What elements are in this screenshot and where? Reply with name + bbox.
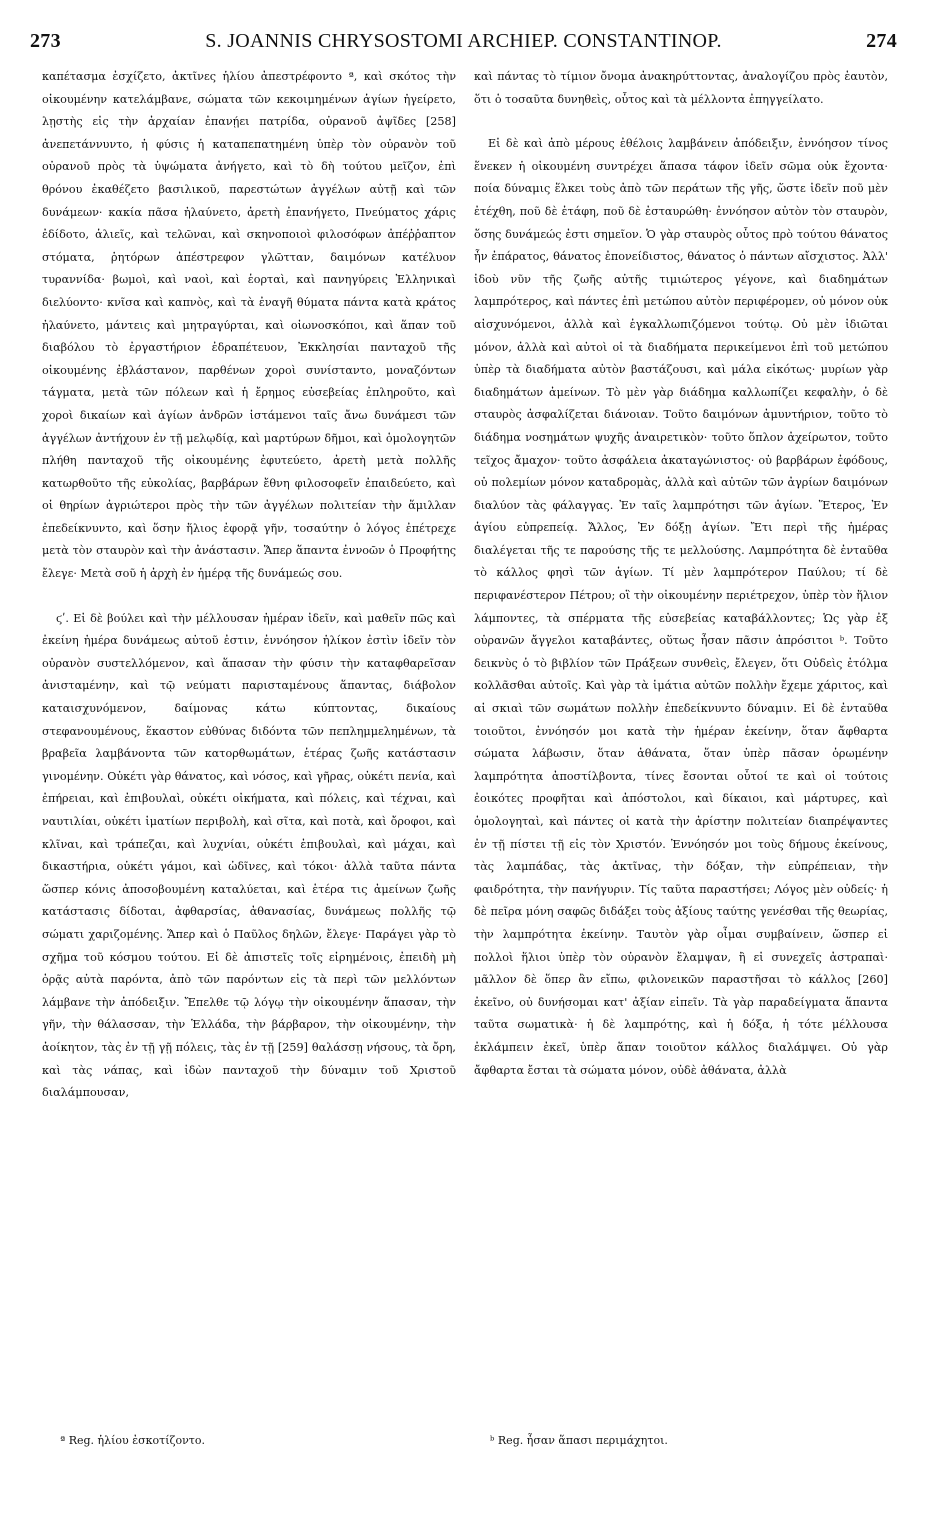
page-number-right: 274 [866, 30, 897, 52]
footnote-b: ᵇ Reg. ἦσαν ἅπασι περιμάχητοι. [490, 1434, 668, 1447]
footnote-a: ª Reg. ἡλίου ἐσκοτίζοντο. [60, 1434, 206, 1447]
left-column [42, 66, 456, 1105]
page-number-left: 273 [30, 30, 61, 52]
right-column [474, 66, 888, 1082]
paragraph: καὶ πάντας τὸ τίμιον ὄνομα ἀνακηρύττοντας, ἀναλογίζου πρὸς ἑαυτὸν, ὅτι ὁ τοσαῦτα δυνηθεὶς, οὗτος καὶ τὰ μέλλοντα ἐπηγγείλατο. [474, 70, 888, 106]
paragraph: Εἰ δὲ καὶ ἀπὸ μέρους ἐθέλοις λαμβάνειν ἀπόδειξιν, ἐννόησον τίνος ἕνεκεν ἡ οἰκουμένη συντρέχει ἅπασα τάφον ἰδεῖν σῶμα οὐκ ἔχοντα· ποία δύναμις ἕλκει τοὺς ἀπὸ τῶν περάτων τῆς γῆς, ὥστε ἰδεῖν ποῦ μὲν ἐτέχθη, ποῦ δὲ ἐτάφη, ποῦ δὲ ἐσταυρώθη· ἐννόησον αὐτὸν τὸν σταυρὸν, ὅσης δυνάμεώς ἐστι σημεῖον. Ὁ γὰρ σταυρὸς οὗτος πρὸ τούτου θάνατος ἦν ἐπάρατος, θάνατος ἐπονείδιστος, θάνατος ὁ πάντων αἴσχιστος. Ἀλλ' ἰδοὺ νῦν τῆς ζωῆς αὐτῆς τιμιώτερος γέγονε, καὶ διαδημάτων λαμπρότερος, καὶ πάντες ἐπὶ μετώπου αὐτὸν περιφέρομεν, οὐ μόνον οὐκ αἰσχυνόμενοι, ἀλλὰ καὶ ἐγκαλλωπιζόμενοι τούτῳ. Οὐ μὲν ἰδιῶται μόνον, ἀλλὰ καὶ αὐτοὶ οἱ τὰ διαδήματα περικείμενοι ἐπὶ τοῦ μετώπου ὑπὲρ τὰ διαδήματα αὐτὸν βαστάζουσι, καὶ μάλα εἰκότως· μυρίων γὰρ διαδημάτων ἀμείνων. Τὸ μὲν γὰρ διάδημα καλλωπίζει κεφαλὴν, ὁ δὲ σταυρὸς ἀσφαλίζεται διάνοιαν. Τοῦτο δαιμόνων ἀμυντήριον, τοῦτο τὸ διάδημα νοσημάτων ψυχῆς ἀναιρετικὸν· τοῦτο ὅπλον ἀχείρωτον, τοῦτο τεῖχος ἄμαχον· τοῦτο ἀσφάλεια ἀκαταγώνιστος· οὐ βαρβάρων ἐφόδους, οὐ πολεμίων μόνον καταδρομὰς, ἀλλὰ καὶ αὐτῶν τῶν ἀγρίων δαιμόνων διαλύον τὰς φάλαγγας. Ἐν ταῖς λαμπρότησι τῶν ἁγίων. Ἕτερος, Ἐν ἁγίου εὐπρεπείᾳ. Ἄλλος, Ἐν δόξῃ ἁγίων. Ἔτι περὶ τῆς ἡμέρας διαλέγεται τῆς τε παρούσης τῆς τε μελλούσης. Λαμπρότητα δὲ ἐνταῦθα τὸ κάλλος φησὶ τῶν ἁγίων. Τί μὲν λαμπρότερον Παύλου; τί δὲ περιφανέστερον Πέτρου; οἳ τὴν οἰκουμένην περιέτρεχον, ὑπὲρ τὸν ἥλιον λάμποντες, τὰ σπέρματα τῆς εὐσεβείας καταβάλλοντες; Ὡς γὰρ ἐξ οὐρανῶν ἄγγελοι καταβάντες, οὕτως ἦσαν πᾶσιν ἀπρόσιτοι ᵇ. Τοῦτο δεικνὺς ὁ τὸ βιβλίον τῶν Πράξεων συνθεὶς, ἔλεγεν, ὅτι Οὐδεὶς ἐτόλμα κολλᾶσθαι αὐτοῖς. Καὶ γὰρ τὰ ἱμάτια αὐτῶν πολλὴν ἔχεμε χάριτος, καὶ αἱ σκιαὶ τῶν σωμάτων πολλὴν ἐπεδείκνυντο δύναμιν. Εἰ δὲ ἐνταῦθα τοιοῦτοι, ἐννόησόν μοι κατὰ τὴν ἡμέραν ἐκείνην, ὅταν ἄφθαρτα σώματα λάβωσιν, ὅταν ἀθάνατα, ὅταν ὑπὲρ πᾶσαν ὁρωμένην λαμπρότητα ἀποστίλβοντα, τίνες ἔσονται οὗτοί τε καὶ οἱ τούτοις ἐοικότες προφῆται καὶ ἀπόστολοι, καὶ δίκαιοι, καὶ μάρτυρες, καὶ ὁμολογηταὶ, καὶ πάντες οἱ κατὰ τὴν ἀρίστην πολιτείαν διαπρέψαντες ἐν τῇ πίστει τῇ εἰς τὸν Χριστόν. Ἐννόησόν μοι τοὺς δήμους ἐκείνους, τὰς λαμπάδας, τὰς ἀκτῖνας, τὴν δόξαν, τὴν εὐπρέπειαν, τὴν φαιδρότητα, τὴν πανήγυριν. Τίς ταῦτα παραστήσει; Λόγος μὲν οὐδείς· ἡ δὲ πεῖρα μόνη σαφῶς διδάξει τοὺς ἀξίους ταύτης γενέσθαι τῆς θεωρίας, τὴν λαμπρότητα ἐκείνην. Ταυτὸν γὰρ οἶμαι συμβαίνειν, ὥσπερ εἰ πολλοὶ ἥλιοι ὑπὲρ τὸν οὐρανὸν ἔλαμψαν, ἢ εἰ συνεχεῖς ἀστραπαὶ· μᾶλλον δὲ ὅπερ ἂν εἴπω, φιλονεικῶν παραστῆσαι τὸ κάλλος [260] ἐκεῖνο, οὐ δυνήσομαι κατ' ἀξίαν εἰπεῖν. Τὰ γὰρ παραδείγματα ἅπαντα ταῦτα σωματικὰ· ἡ δὲ λαμπρότης, καὶ ἡ δόξα, ἡ τότε μέλλουσα ἐκλάμπειν ἐκεῖ, ὑπὲρ ἅπαν τοιοῦτον κάλλος διαλάμψει. Οὐ γὰρ ἄφθαρτα ἔσται τὰ σώματα μόνον, οὐδὲ ἀθάνατα, ἀλλὰ [474, 137, 888, 1077]
running-title: S. JOANNIS CHRYSOSTOMI ARCHIEP. CONSTANTINOP. [205, 30, 722, 52]
paragraph: καπέτασμα ἐσχίζετο, ἀκτῖνες ἡλίου ἀπεστρέφοντο ª, καὶ σκότος τὴν οἰκουμένην κατελάμβανε, σώματα τῶν κεκοιμημένων ἁγίων ἠγείρετο, λῃστὴς εἰς τὴν ἀρχαίαν ἐπανῄει πατρίδα, οὐρανοῦ ἀψῖδες [258] ἀνεπετάννυντο, ἡ φύσις ἡ καταπεπατημένη ὑπὲρ τὸν οὐρανὸν τοῦ οὐρανοῦ πρὸς τὰ ὑψώματα ἀνήγετο, καὶ τὸ δὴ τούτου μεῖζον, ἐπὶ θρόνου ἐκαθέζετο βασιλικοῦ, παρεστώτων ἀγγέλων αὐτῇ καὶ τῶν δυνάμεων· κακία πᾶσα ἠλαύνετο, ἀρετὴ ἐπανήγετο, Πνεύματος χάρις ἐδίδοτο, ἁλιεῖς, καὶ τελῶναι, καὶ σκηνοποιοὶ φιλοσόφων ἀπέῤῥαπτον στόματα, ῥητόρων ἀπέστρεφον γλῶτταν, δαιμόνων κατέλυον τυραννίδα· βωμοὶ, καὶ ναοὶ, καὶ ἑορταὶ, καὶ πανηγύρεις Ἑλληνικαὶ διελύοντο· κνῖσα καὶ καπνὸς, καὶ τὰ ἐναγῆ θύματα πάντα κατὰ κράτος ἠλαύνετο, μάντεις καὶ μητραγύρται, καὶ οἰωνοσκόποι, καὶ ἅπαν τοῦ διαβόλου τὸ ἐργαστήριον ἐδραπέτευον, Ἐκκλησίαι πανταχοῦ τῆς οἰκουμένης ἐβλάστανον, παρθένων χοροὶ συνίσταντο, μοναζόντων τάγματα, μετὰ τῶν πόλεων καὶ ἡ ἔρημος εὐσεβείας ἐπληροῦτο, καὶ χοροὶ δικαίων καὶ ἁγίων ἀνδρῶν ἱστάμενοι ταῖς ἄνω δυνάμεσι τῶν ἀγγέλων ἀντήχουν ἐν τῇ μελῳδίᾳ, καὶ μαρτύρων δῆμοι, καὶ ὁμολογητῶν πλήθη πανταχοῦ τῆς οἰκουμένης ἐφυτεύετο, ἀρετὴ μετὰ πολλῆς κατωρθοῦτο τῆς εὐκολίας, βαρβάρων ἔθνη φιλοσοφεῖν ἐπαιδεύετο, καὶ οἱ θηρίων ἀγριώτεροι πρὸς τὴν τῶν ἀγγέλων πολιτείαν τὴν ἅμιλλαν ἐπεδείκνυντο, καὶ ὅσην ἥλιος ἐφορᾷ γῆν, τοσαύτην ὁ λόγος ἐπέτρεχε μετὰ τὸν σταυρὸν καὶ τὴν ἀνάστασιν. Ἅπερ ἅπαντα ἐννοῶν ὁ Προφήτης ἔλεγε· Μετὰ σοῦ ἡ ἀρχὴ ἐν ἡμέρᾳ τῆς δυνάμεώς σου. [42, 70, 456, 581]
paragraph: ϛʹ. Εἰ δὲ βούλει καὶ τὴν μέλλουσαν ἡμέραν ἰδεῖν, καὶ μαθεῖν πῶς καὶ ἐκείνη ἡμέρα δυνάμεως αὐτοῦ ἐστιν, ἐννόησον ἡλίκον ἐστὶν ἰδεῖν τὸν οὐρανὸν συστελλόμενον, καὶ ἅπασαν τὴν φύσιν τὴν καταφθαρεῖσαν ἀνισταμένην, καὶ τῷ νεύματι παρισταμένους ἅπαντας, διάβολον καταισχυνόμενον, δαίμονας κάτω κύπτοντας, δικαίους στεφανουμένους, ἕκαστον εὐθύνας διδόντα τῶν πεπλημμελημένων, τὰ βραβεῖα λαμβάνοντα τῶν κατορθωμάτων, ἑτέρας ζωῆς κατάστασιν γινομένην. Οὐκέτι γὰρ θάνατος, καὶ νόσος, καὶ γῆρας, οὐκέτι πενία, καὶ ἐπήρειαι, καὶ ἐπιβουλαὶ, οὐκέτι οἰκήματα, καὶ πόλεις, καὶ τέχναι, καὶ ναυτιλίαι, οὐκέτι ἱματίων περιβολὴ, καὶ σῖτα, καὶ ποτὰ, καὶ ὄροφοι, καὶ κλῖναι, καὶ τράπεζαι, καὶ λυχνίαι, οὐκέτι ἐπιβουλαὶ, καὶ μάχαι, καὶ δικαστήρια, οὐκέτι γάμοι, καὶ ὠδῖνες, καὶ τόκοι· ἀλλὰ ταῦτα πάντα ὥσπερ κόνις ἀποσοβουμένη καταλύεται, καὶ ἑτέρα τις ἀμείνων ζωῆς κατάστασις δίδοται, ἀφθαρσίας, ἀθανασίας, δυνάμεως πολλῆς τῷ σώματι χαριζομένης. Ἅπερ καὶ ὁ Παῦλος δηλῶν, ἔλεγε· Παράγει γὰρ τὸ σχῆμα τοῦ κόσμου τούτου. Εἰ δὲ ἀπιστεῖς τοῖς εἰρημένοις, ἐπειδὴ μὴ ὁρᾷς αὐτὰ παρόντα, ἀπὸ τῶν παρόντων εἰς τὰ περὶ τῶν μελλόντων λάμβανε τὴν ἀπόδειξιν. Ἔπελθε τῷ λόγῳ τὴν οἰκουμένην ἅπασαν, τὴν γῆν, τὴν θάλασσαν, τὴν Ἑλλάδα, τὴν βάρβαρον, τὴν οἰκουμένην, τὴν ἀοίκητον, τὰς ἐν τῇ γῇ πόλεις, τὰς ἐν τῇ [259] θαλάσσῃ νήσους, τὰ ὄρη, καὶ τὰς νάπας, καὶ ἰδὼν πανταχοῦ τὴν δύναμιν τοῦ Χριστοῦ διαλάμπουσαν, [42, 611, 456, 1100]
page-header [30, 30, 897, 64]
